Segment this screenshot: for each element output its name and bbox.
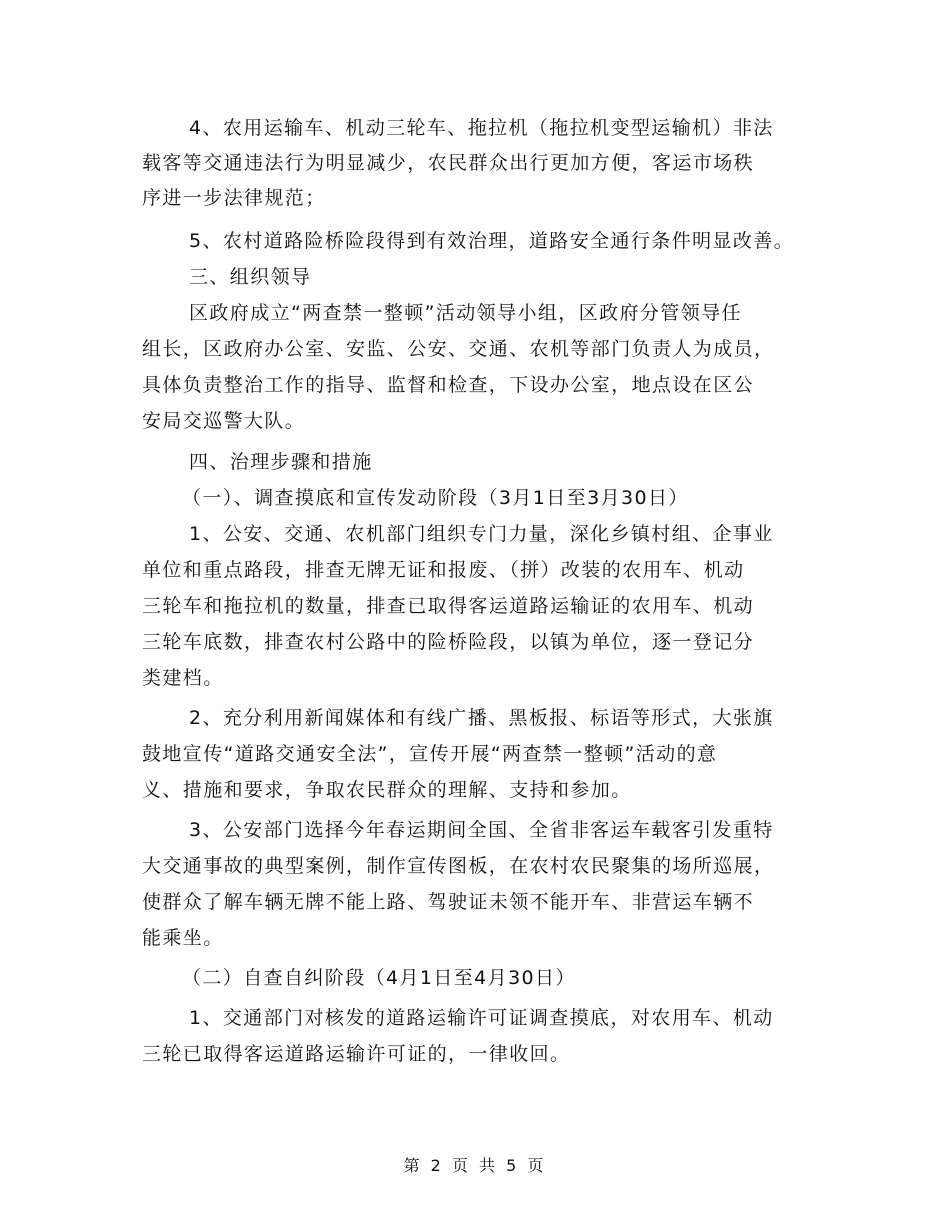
paragraph-line: 1、交通部门对核发的道路运输许可证调查摸底，对农用车、机动 [189,1007,774,1029]
paragraph-line: 区政府成立“两查禁一整顿”活动领导小组，区政府分管领导任 [189,302,742,324]
paragraph-line: 使群众了解车辆无牌不能上路、驾驶证未领不能开车、非营运车辆不 [142,891,755,913]
paragraph-line: 载客等交通违法行为明显减少，农民群众出行更加方便，客运市场秩 [142,152,755,174]
paragraph-line: 5、农村道路险桥险段得到有效治理，道路安全通行条件明显改善。 [189,230,795,252]
paragraph-line: 2、充分利用新闻媒体和有线广播、黑板报、标语等形式，大张旗 [189,707,774,729]
paragraph-line: 义、措施和要求，争取农民群众的理解、支持和参加。 [142,779,632,801]
paragraph-line: 类建档。 [142,667,224,689]
paragraph-line: 1、公安、交通、农机部门组织专门力量，深化乡镇村组、企事业 [189,523,774,545]
paragraph-line: 大交通事故的典型案例，制作宣传图板，在农村农民聚集的场所巡展， [142,855,775,877]
section-heading: 三、组织领导 [189,266,312,288]
paragraph-line: 具体负责整治工作的指导、监督和检查，下设办公室，地点设在区公 [142,374,755,396]
paragraph-line: 能乘坐。 [142,927,224,949]
paragraph-line: 三轮车底数，排查农村公路中的险桥险段，以镇为单位，逐一登记分 [142,631,755,653]
paragraph-line: 三轮已取得客运道路运输许可证的，一律收回。 [142,1043,571,1065]
paragraph-line: 单位和重点路段，排查无牌无证和报废、（拼）改装的农用车、机动 [142,559,745,581]
paragraph-line: 安局交巡警大队。 [142,410,306,432]
paragraph-line: 序进一步法律规范； [142,187,326,209]
paragraph-line: 三轮车和拖拉机的数量，排查已取得客运道路运输证的农用车、机动 [142,595,755,617]
paragraph-line: 鼓地宣传“道路交通安全法”，宣传开展“两查禁一整顿”活动的意 [142,743,718,765]
paragraph-line: 组长，区政府办公室、安监、公安、交通、农机等部门负责人为成员， [142,338,775,360]
subsection-heading: （一）、调查摸底和宣传发动阶段（3月1日至3月30日） [182,487,689,509]
subsection-heading: （二）自查自纠阶段（4月1日至4月30日） [182,967,576,989]
page-number-footer: 第 2 页 共 5 页 [403,1156,547,1175]
paragraph-line: 3、公安部门选择今年春运期间全国、全省非客运车载客引发重特 [189,819,774,841]
section-heading: 四、治理步骤和措施 [189,451,373,473]
paragraph-line: 4、农用运输车、机动三轮车、拖拉机（拖拉机变型运输机）非法 [189,117,774,139]
